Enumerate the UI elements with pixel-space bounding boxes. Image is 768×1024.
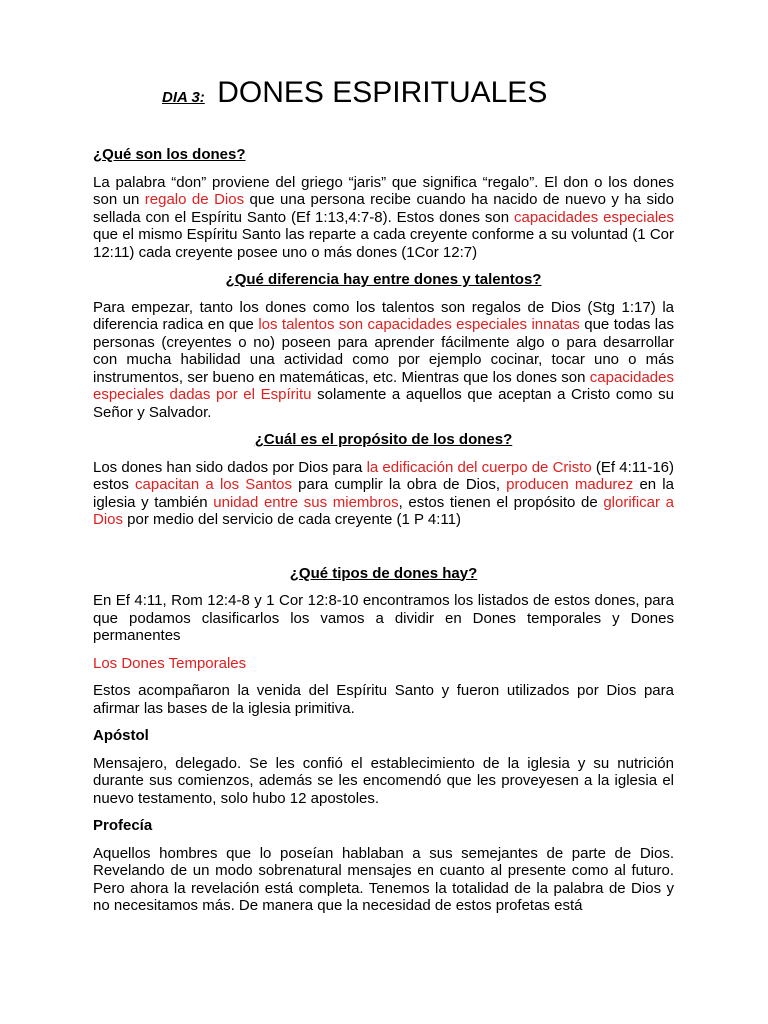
highlight-text: unidad entre sus miembros	[213, 493, 399, 511]
text: por medio del servicio de cada creyente (1 P 4:11)	[123, 511, 461, 528]
paragraph: Aquellos hombres que lo poseían hablaban a sus semejantes de parte de Dios. Revelando de un modo sobrenatural mensajes en cuanto al presente como al futuro. Pero ahora la revelación está completa. Tenemos la totalidad de la palabra de Dios y no necesitamos más. De manera que la necesidad de estos profetas está	[93, 844, 674, 914]
paragraph: Estos acompañaron la venida del Espíritu Santo y fueron utilizados por Dios para afirmar las bases de la iglesia primitiva.	[93, 682, 674, 717]
highlight-text: capacidades especiales	[513, 208, 674, 226]
highlight-text: capacidades especiales dadas por el Espíritu	[93, 368, 674, 403]
text: que todas las personas (creyentes o no) poseen para aprender fácilmente algo o para desarrollar con mucha habilidad una actividad como por ejemplo cocinar, tocar uno o más instrumentos, ser bueno en matemáticas, etc. Mientras que los dones son	[93, 316, 674, 386]
text: Los dones han sido dados por Dios para	[93, 458, 367, 476]
highlight-text: la edificación del cuerpo de Cristo	[366, 458, 592, 476]
paragraph	[93, 459, 674, 529]
section-heading-apostle: Apóstol	[93, 727, 149, 744]
text: solamente a aquellos que aceptan a Cristo como su Señor y Salvador.	[93, 386, 674, 421]
text: (Ef 4:11-16) estos	[93, 458, 675, 493]
paragraph: Mensajero, delegado. Se les confió el establecimiento de la iglesia y su nutrición durante sus comienzos, además se les encomendó que les proveyesen a la iglesia el nuevo testamento, solo hubo 12 apostoles.	[93, 754, 674, 807]
highlight-text: producen madurez	[506, 476, 634, 493]
text: que el mismo Espíritu Santo las reparte a cada creyente conforme a su voluntad (1 Cor 12:11) cada creyente posee uno o más dones (1Cor 12:7)	[93, 226, 674, 261]
subheading-temporal-gifts: Los Dones Temporales	[93, 654, 247, 672]
text: , estos tienen el propósito de	[398, 493, 604, 511]
highlight-text: glorificar a Dios	[93, 493, 674, 528]
question-heading: ¿Qué tipos de dones hay?	[289, 564, 478, 582]
page-title: DONES ESPIRITUALES	[217, 76, 548, 109]
highlight-text: los talentos son capacidades especiales innatas	[258, 316, 580, 333]
text: en la iglesia y también	[93, 476, 674, 511]
text: para cumplir la obra de Dios,	[292, 476, 507, 493]
question-heading: ¿Qué son los dones?	[93, 146, 246, 163]
paragraph	[93, 174, 674, 262]
highlight-text: capacitan a los Santos	[135, 476, 292, 493]
text: Para empezar, tanto los dones como los talentos son regalos de Dios (Stg 1:17) la diferencia radica en que	[93, 298, 674, 333]
spacer	[93, 539, 674, 565]
section-heading-prophecy: Profecía	[93, 817, 153, 834]
text: La palabra “don” proviene del griego “jaris” que significa “regalo”. El don o los dones son un	[93, 173, 674, 208]
text: que una persona recibe cuando ha nacido de nuevo y ha sido sellada con el Espíritu Santo (Ef 1:13,4:7-8). Estos dones son	[93, 191, 674, 226]
paragraph	[93, 299, 674, 422]
day-label: DIA 3:	[162, 89, 205, 106]
question-heading: ¿Cuál es el propósito de los dones?	[254, 431, 513, 448]
document-body	[93, 146, 674, 925]
title-row	[162, 76, 547, 110]
highlight-text: regalo de Dios	[144, 191, 245, 208]
paragraph: En Ef 4:11, Rom 12:4-8 y 1 Cor 12:8-10 encontramos los listados de estos dones, para que podamos clasificarlos los vamos a dividir en Dones temporales y Dones permanentes	[93, 592, 674, 644]
question-heading: ¿Qué diferencia hay entre dones y talentos?	[225, 271, 542, 288]
